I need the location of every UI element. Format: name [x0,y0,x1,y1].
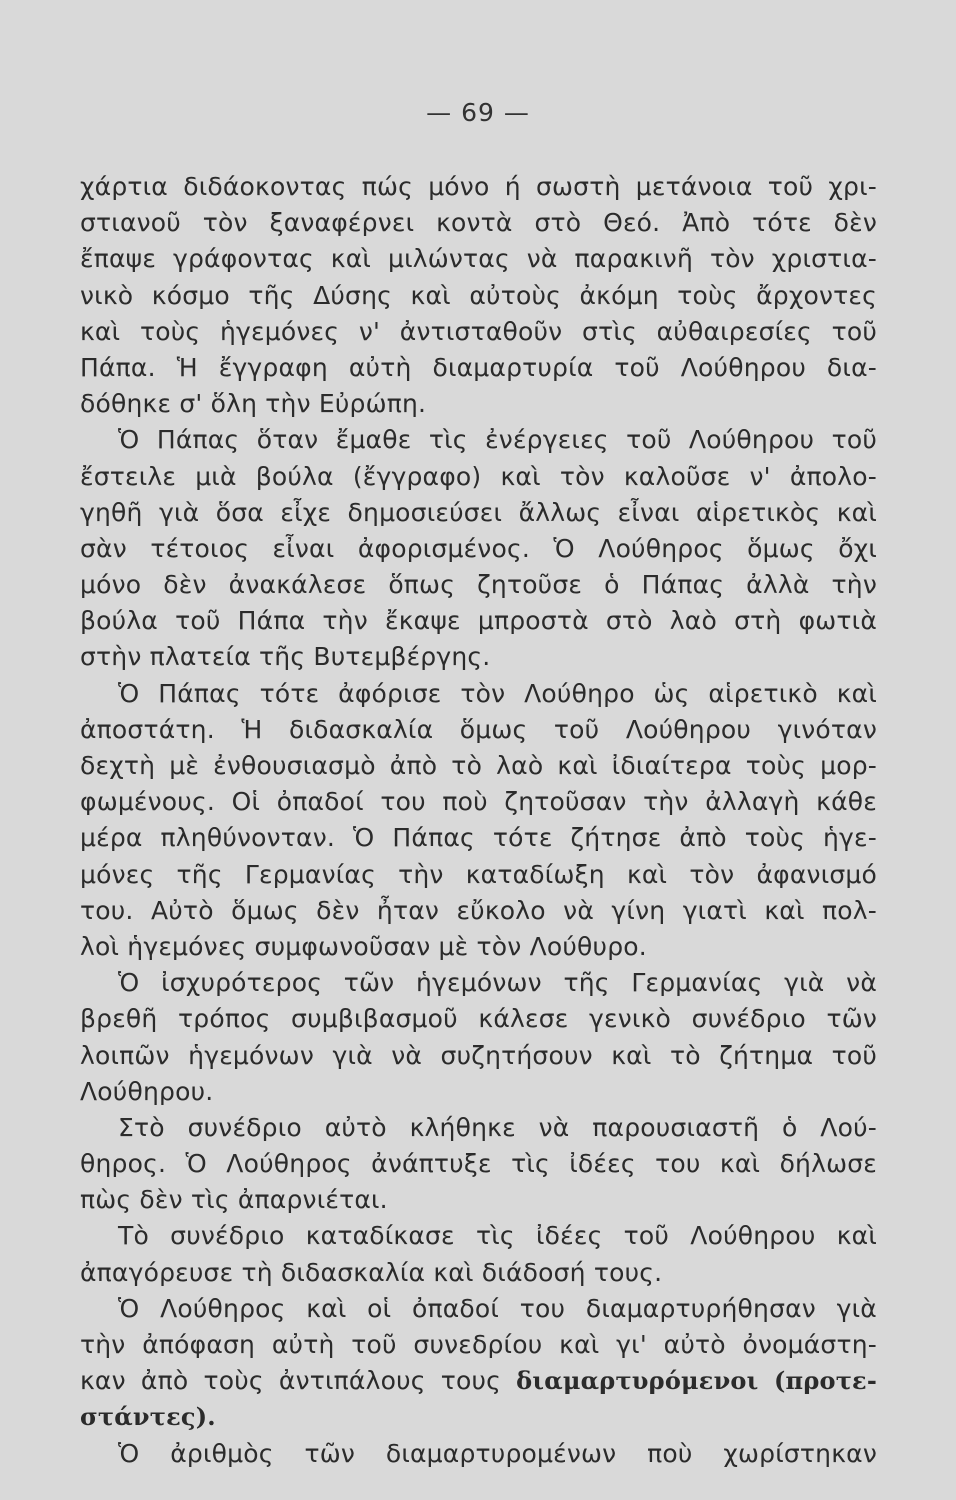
text-line: καὶ τοὺς ἡγεμόνες ν' ἀντισταθοῦν στὶς αὐθαιρεσίες τοῦ [80,316,877,346]
text-line: πὼς δὲν τὶς ἀπαρνιέται. [80,1185,388,1215]
text-line: Πάπα. Ἡ ἔγγραφη αὐτὴ διαμαρτυρία τοῦ Λούθηρου δια- [80,352,877,382]
body-text [80,169,877,1472]
text-line: βρεθῆ τρόπος συμβιβασμοῦ κάλεσε γενικὸ συνέδριο τῶν [80,1004,877,1034]
text-line: τὴν ἀπόφαση αὐτὴ τοῦ συνεδρίου καὶ γι' αὐτὸ ὀνομάστη- [80,1330,877,1359]
text-line: δεχτὴ μὲ ἐνθουσιασμὸ ἀπὸ τὸ λαὸ καὶ ἰδιαίτερα τοὺς μορ- [80,751,877,780]
text-line: Ὁ Λούθηρος καὶ οἱ ὀπαδοί του διαμαρτυρήθησαν γιὰ [118,1293,877,1323]
text-line: Ὁ Πάπας ὅταν ἔμαθε τὶς ἐνέργειες τοῦ Λούθηρου τοῦ [118,425,877,455]
text-line: φωμένους. Οἱ ὀπαδοί του ποὺ ζητοῦσαν τὴν ἀλλαγὴ κάθε [80,787,877,817]
text-line: Ὁ ἀριθμὸς τῶν διαμαρτυρομένων ποὺ χωρίστηκαν [118,1438,877,1468]
text-line: ἀπαγόρευσε τὴ διδασκαλία καὶ διάδοσή τους. [80,1257,663,1287]
text-line: σὰν τέτοιος εἶναι ἀφορισμένος. Ὁ Λούθηρος ὅμως ὄχι [80,533,877,563]
text-line: χάρτια διδάοκοντας πώς μόνο ή σωστὴ μετάνοια τοῦ χρι- [80,172,877,201]
text-segment: καν ἀπὸ τοὺς ἀντιπάλους τους [80,1366,517,1396]
text-line: ἔστειλε μιὰ βούλα (ἔγγραφο) καὶ τὸν καλοῦσε ν' ἀπολο- [80,461,877,491]
text-line: γηθῆ γιὰ ὅσα εἶχε δημοσιεύσει ἄλλως εἶναι αἱρετικὸς καὶ [80,497,877,527]
text-line [80,1363,877,1399]
text-line: Στὸ συνέδριο αὐτὸ κλήθηκε νὰ παρουσιαστῆ ὁ Λού- [118,1112,877,1142]
text-line: ἔπαψε γράφοντας καὶ μιλώντας νὰ παρακινῆ τὸν χριστια- [80,244,877,274]
text-line: θηρος. Ὁ Λούθηρος ἀνάπτυξε τὶς ἰδέες του καὶ δήλωσε [80,1149,877,1179]
text-line: του. Αὐτὸ ὅμως δὲν ἦταν εὔκολο νὰ γίνη γιατὶ καὶ πολ- [80,895,877,925]
text-line: ἀποστάτη. Ἡ διδασκαλία ὅμως τοῦ Λούθηρου γινόταν [80,714,877,744]
text-line: μέρα πληθύνονταν. Ὁ Πάπας τότε ζήτησε ἀπὸ τοὺς ἡγε- [80,823,877,853]
text-line: λοὶ ἡγεμόνες συμφωνοῦσαν μὲ τὸν Λούθυρο. [80,931,647,961]
text-line: βούλα τοῦ Πάπα τὴν ἔκαψε μπροστὰ στὸ λαὸ στὴ φωτιὰ [80,606,877,636]
text-line: μόνο δὲν ἀνακάλεσε ὅπως ζητοῦσε ὁ Πάπας ἀλλὰ τὴν [80,570,877,600]
text-line: στάντες). [80,1402,216,1432]
text-line: νικὸ κόσμο τῆς Δύσης καὶ αὐτοὺς ἀκόμη τοὺς ἄρχοντες [80,280,877,310]
text-line: Ὁ Πάπας τότε ἀφόρισε τὸν Λούθηρο ὡς αἱρετικὸ καὶ [118,678,877,708]
text-line: στιανοῦ τὸν ξαναφέρνει κοντὰ στὸ Θεό. Ἀπὸ τότε δὲν [80,208,877,238]
page-number: — 69 — [426,98,530,127]
bold-term: διαμαρτυρόμενοι (προτε- [516,1366,877,1396]
text-line: Λούθηρου. [80,1076,214,1106]
text-line: Ὁ ἰσχυρότερος τῶν ἡγεμόνων τῆς Γερμανίας γιὰ νὰ [118,968,877,998]
text-line: μόνες τῆς Γερμανίας τὴν καταδίωξη καὶ τὸν ἀφανισμό [80,859,877,889]
text-line: Τὸ συνέδριο καταδίκασε τὶς ἰδέες τοῦ Λούθηρου καὶ [118,1221,877,1251]
text-line: δόθηκε σ' ὅλη τὴν Εὐρώπη. [80,389,427,419]
text-line: λοιπῶν ἡγεμόνων γιὰ νὰ συζητήσουν καὶ τὸ ζήτημα τοῦ [80,1040,877,1070]
text-line: στὴν πλατεία τῆς Βυτεμβέργης. [80,642,491,672]
